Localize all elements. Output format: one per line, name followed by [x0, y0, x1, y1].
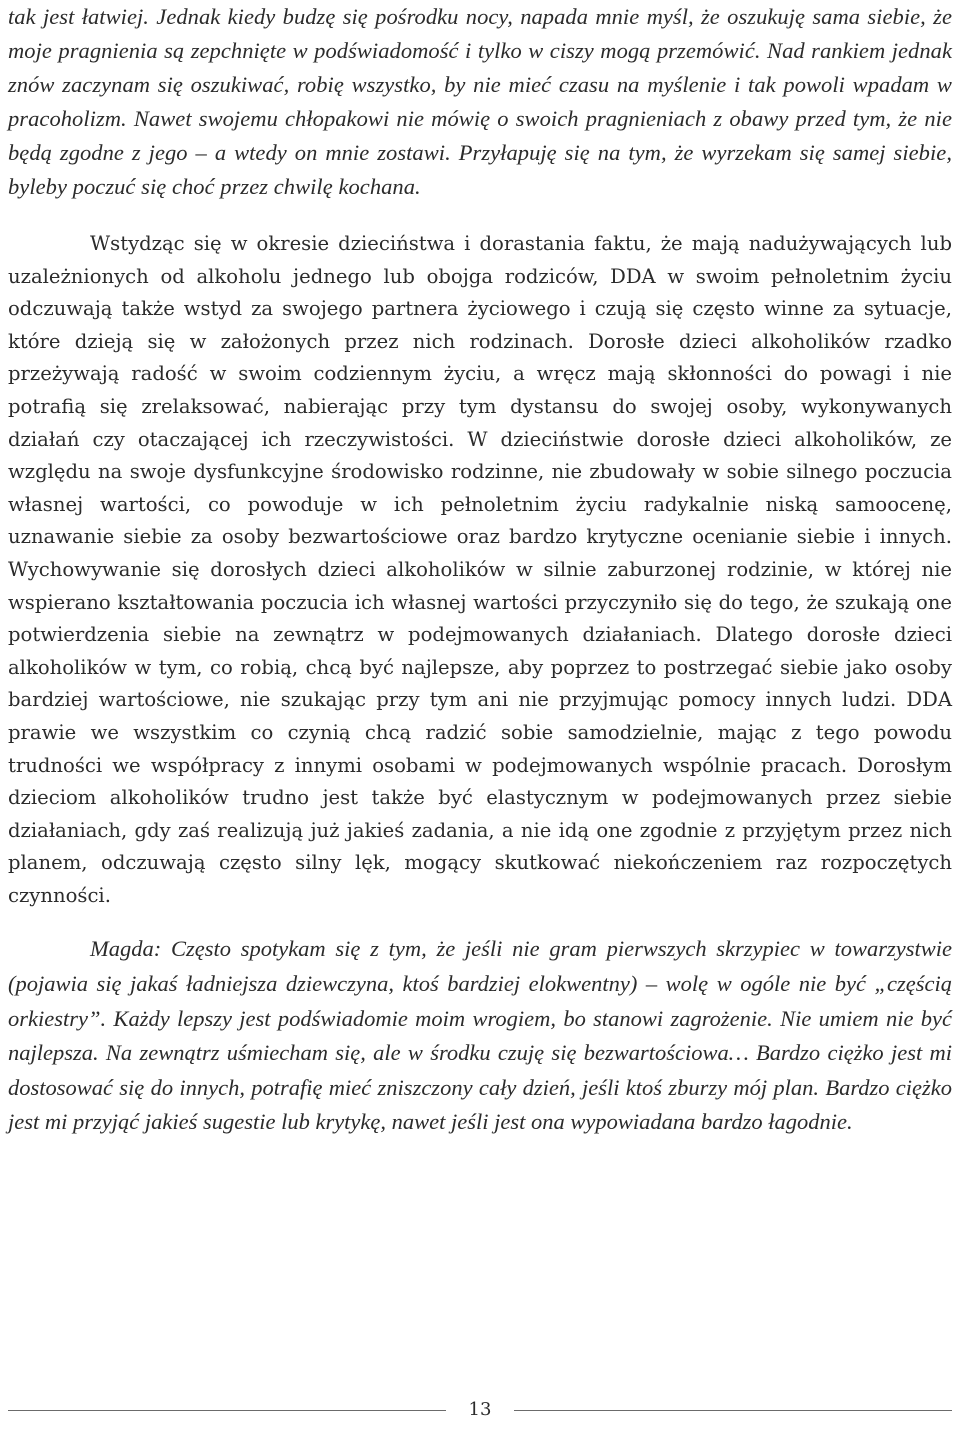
page-number: 13: [468, 1399, 492, 1420]
page-footer: [0, 1398, 960, 1422]
body-paragraph: Wstydząc się w okresie dzieciństwa i dorastania faktu, że mają nadużywających lub uzależnionych od alkoholu jednego lub obojga rodziców, DDA w swoim pełnoletnim życiu odczuwają także wstyd za swojego partnera życiowego i czują się często winne za sytuacje, które dzieją się w założonych przez nich rodzinach. Dorosłe dzieci alkoholików rzadko przeżywają radość w swoim codziennym życiu, a wręcz mają skłonności do powagi i nie potrafią się zrelaksować, nabierając przy tym dystansu do swojej osoby, wykonywanych działań czy otaczającej ich rzeczywistości. W dzieciństwie dorosłe dzieci alkoholików, ze względu na swoje dysfunkcyjne środowisko rodzinne, nie zbudowały w sobie silnego poczucia własnej wartości, co powoduje w ich pełnoletnim życiu radykalnie niską samoocenę, uznawanie siebie za osoby bezwartościowe oraz bardzo krytyczne ocenianie siebie i innych. Wychowywanie się dorosłych dzieci alkoholików w silnie zaburzonej rodzinie, w której nie wspierano kształtowania poczucia ich własnej wartości przyczyniło się do tego, że szukają one potwierdzenia siebie na zewnątrz w podejmowanych działaniach. Dlatego dorosłe dzieci alkoholików w tym, co robią, chcą być najlepsze, aby poprzez to postrzegać siebie jako osoby bardziej wartościowe, nie szukając przy tym ani nie przyjmując pomocy innych ludzi. DDA prawie we wszystkim co czynią chcą radzić sobie samodzielnie, mając z tego powodu trudności we współpracy z innymi osobami w podejmowanych wspólnie pracach. Dorosłym dzieciom alkoholików trudno jest także być elastycznym w podejmowanych przez siebie działaniach, gdy zaś realizują już jakieś zadania, a nie idą one zgodnie z przyjętym przez nich planem, odczuwają często silny lęk, mogący skutkować niekończeniem raz rozpoczętych czynności.: [8, 232, 952, 907]
footer-rule-left: [8, 1410, 446, 1411]
footer-rule-right: [514, 1410, 952, 1411]
page-content: [8, 0, 952, 1140]
testimony-quote-paragraph: Magda: Często spotykam się z tym, że jeśli nie gram pierwszych skrzypiec w towarzystwie (pojawia się jakaś ładniejsza dziewczyna, ktoś bardziej elokwentny) – wolę w ogóle nie być „częścią orkiestry”. Każdy lepszy jest podświadomie moim wrogiem, bo stanowi zagrożenie. Nie umiem nie być najlepsza. Na zewnątrz uśmiecham się, ale w środku czuję się bezwartościowa… Bardzo ciężko jest mi dostosować się do innych, potrafię mieć zniszczony cały dzień, jeśli ktoś zburzy mój plan. Bardzo ciężko jest mi przyjąć jakieś sugestie lub krytykę, nawet jeśli jest ona wypowiadana bardzo łagodnie.: [8, 936, 952, 1135]
testimony-continuation-paragraph: tak jest łatwiej. Jednak kiedy budzę się pośrodku nocy, napada mnie myśl, że oszukuję sama siebie, że moje pragnienia są zepchnięte w podświadomość i tylko w ciszy mogą przemówić. Nad rankiem jednak znów zaczynam się oszukiwać, robię wszystko, by nie mieć czasu na myślenie i tak powoli wpadam w pracoholizm. Nawet swojemu chłopakowi nie mówię o swoich pragnieniach z obawy przed tym, że nie będą zgodne z jego – a wtedy on mnie zostawi. Przyłapuję się na tym, że wyrzekam się samej siebie, byleby poczuć się choć przez chwilę kochana.: [8, 4, 952, 199]
